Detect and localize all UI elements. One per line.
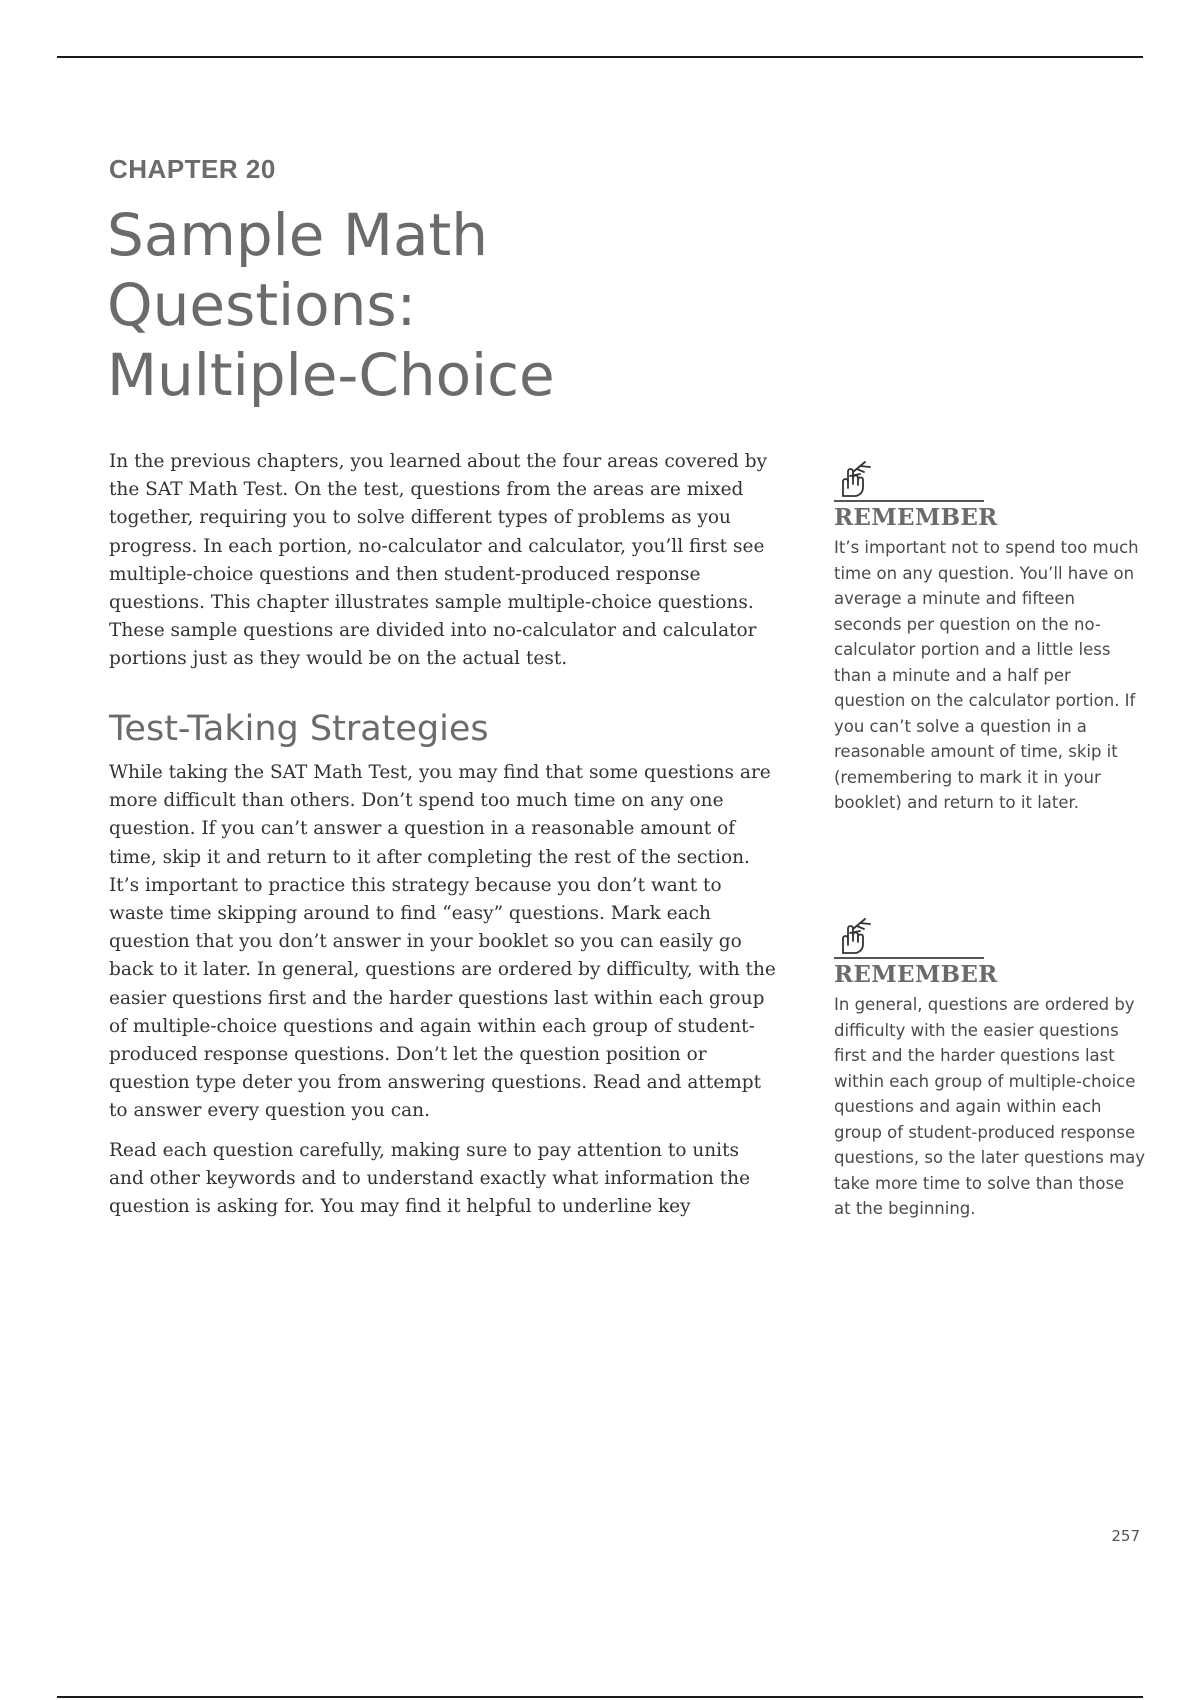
chapter-title-line-2: Questions: [107,271,417,339]
remember-text: It’s important not to spend too much time on any question. You’ll have on average a minute and fifteen seconds per question on the no-calculator portion and a little less than a minute and a half per question on the calculator portion. If you can’t solve a question in a reasonable amount of time, skip it (remembering to mark it in your booklet) and return to it later. [834,538,1139,812]
hand-string-icon [834,915,874,955]
remember-label: REMEMBER [834,957,984,988]
chapter-title-line-1: Sample Math [107,201,488,269]
strategies-paragraph-1: While taking the SAT Math Test, you may find that some questions are more difficult than others. Don’t spend too much time on any one question. If you can’t answer a question in a reasonable amount of time, skip it and return to it after completing the rest of the section. It’s important to practice this strategy because you don’t want to waste time skipping around to find “easy” questions. Mark each question that you don’t answer in your booklet so you can easily go back to it later. In general, questions are ordered by difficulty, with the easier questions first and the harder questions last within each group of multiple-choice questions and again within each group of student-produced response questions. Don’t let the question position or question type deter you from answering questions. Read and attempt to answer every question you can. [109,762,776,1122]
remember-text: In general, questions are ordered by difficulty with the easier questions first and the harder questions last within each group of multiple-choice questions and again within each group of student-produced response questions, so the later questions may take more time to solve than those at the beginning. [834,995,1146,1218]
top-rule [57,56,1143,58]
remember-sidebar-2 [834,915,1146,1222]
page-number: 257 [1111,1527,1140,1545]
strategies-section [109,759,779,1221]
chapter-title [107,200,707,410]
chapter-label: CHAPTER 20 [109,154,276,184]
strategies-paragraph-2: Read each question carefully, making sure to pay attention to units and other keywords and to understand exactly what information the question is asking for. You may find it helpful to underline key [109,1139,751,1218]
intro-paragraph: In the previous chapters, you learned about the four areas covered by the SAT Math Test. On the test, questions from the areas are mixed together, requiring you to solve different types of problems as you progress. In each portion, no-calculator and calculator, you’ll first see multiple-choice questions and then student-produced response questions. This chapter illustrates sample multiple-choice questions. These sample questions are divided into no-calculator and calculator portions just as they would be on the actual test. [109,451,768,670]
remember-label: REMEMBER [834,500,984,531]
remember-sidebar-1 [834,458,1146,816]
chapter-title-line-3: Multiple-Choice [107,341,555,409]
hand-string-icon [834,458,874,498]
intro-section [109,448,779,674]
section-heading: Test-Taking Strategies [109,709,489,749]
bottom-rule [57,1696,1143,1698]
